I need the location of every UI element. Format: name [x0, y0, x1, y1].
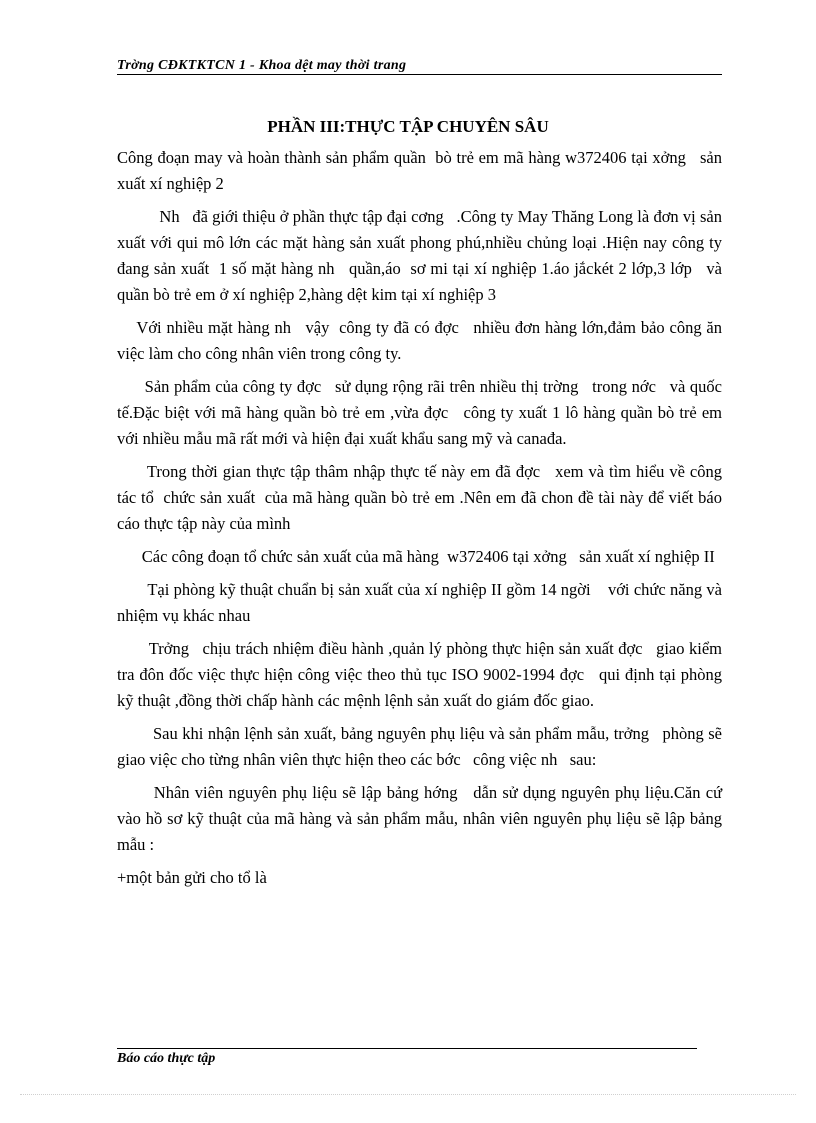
- paragraph: Với nhiều mặt hàng nh vậy công ty đã có đợc nhiều đơn hàng lớn,đảm bảo công ăn việc làm cho công nhân viên trong công ty.: [117, 318, 727, 363]
- paragraph: +một bản gửi cho tổ là: [117, 868, 267, 887]
- document-body: [117, 145, 727, 891]
- paragraph: Sau khi nhận lệnh sản xuất, bảng nguyên phụ liệu và sản phẩm mẫu, trởng phòng sẽ giao việc cho từng nhân viên thực hiện theo các bớc công việc nh sau:: [117, 724, 727, 769]
- header-divider: [117, 74, 722, 75]
- paragraph: Nhân viên nguyên phụ liệu sẽ lập bảng hớng dẫn sử dụng nguyên phụ liệu.Căn cứ vào hồ sơ kỹ thuật của mã hàng và sản phẩm mẫu, nhân viên nguyên phụ liệu sẽ lập bảng mẫu :: [117, 783, 727, 854]
- footer-divider: [117, 1048, 697, 1049]
- paragraph: Trởng chịu trách nhiệm điều hành ,quản lý phòng thực hiện sản xuất đợc giao kiểm tra đôn đốc việc thực hiện công việc theo thủ tục ISO 9002-1994 đợc qui định tại phòng kỹ thuật ,đồng thời chấp hành các mệnh lệnh sản xuất do giám đốc giao.: [117, 639, 727, 710]
- paragraph: Công đoạn may và hoàn thành sản phẩm quần bò trẻ em mã hàng w372406 tại xởng sản xuất xí nghiệp 2: [117, 148, 727, 193]
- page-footer: Báo cáo thực tập: [117, 1051, 216, 1065]
- paragraph: Sản phẩm của công ty đợc sử dụng rộng rãi trên nhiều thị trờng trong nớc và quốc tế.Đặc biệt với mã hàng quần bò trẻ em ,vừa đợc công ty xuất 1 lô hàng quần bò trẻ em với nhiều mẫu mã rất mới và hiện đại xuất khẩu sang mỹ và canađa.: [117, 377, 727, 448]
- section-title: PHẦN III:THỰC TẬP CHUYÊN SÂU: [267, 117, 549, 136]
- page-bottom-edge: [20, 1094, 796, 1095]
- paragraph: Nh đã giới thiệu ở phần thực tập đại cơng .Công ty May Thăng Long là đơn vị sản xuất với qui mô lớn các mặt hàng sản xuất phong phú,nhiều chủng loại .Hiện nay công ty đang sản xuất 1 số mặt hàng nh quần,áo sơ mi tại xí nghiệp 1.áo jắckét 2 lớp,3 lớp và quần bò trẻ em ở xí nghiệp 2,hàng dệt kim tại xí nghiệp 3: [117, 207, 727, 304]
- paragraph: Các công đoạn tổ chức sản xuất của mã hàng w372406 tại xởng sản xuất xí nghiệp II: [117, 547, 715, 566]
- paragraph: Tại phòng kỹ thuật chuẩn bị sản xuất của xí nghiệp II gồm 14 ngời với chức năng và nhiệm vụ khác nhau: [117, 580, 727, 625]
- paragraph: Trong thời gian thực tập thâm nhập thực tế này em đã đợc xem và tìm hiểu về công tác tổ chức sản xuất của mã hàng quần bò trẻ em .Nên em đã chon đề tài này để viết báo cáo thực tập này của mình: [117, 462, 727, 533]
- page-header: Trờng CĐKTKTCN 1 - Khoa dệt may thời trang: [117, 58, 407, 73]
